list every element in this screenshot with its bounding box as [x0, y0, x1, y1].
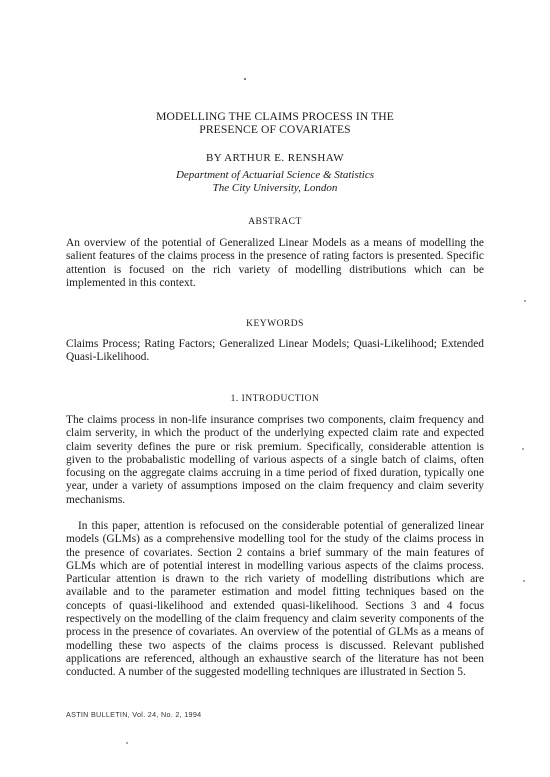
scan-speck	[126, 742, 128, 744]
intro-paragraph-1: The claims process in non-life insurance comprises two components, claim frequency and claim serverity, in which the product of the underlying expected claim rate and expected claim severity defines the pure or risk premium. Specifically, considerable attention is given to the probabalistic modelling of various aspects of a single batch of claims, often focusing on the aggregate claims accruing in a time period of fixed duration, typically one year, under a variety of assumptions imposed on the claim frequency and claim severity mechanisms.	[66, 414, 484, 506]
scan-speck	[522, 448, 524, 450]
title-line-2: PRESENCE OF COVARIATES	[199, 123, 351, 136]
affiliation	[0, 169, 550, 195]
intro-paragraph-2: In this paper, attention is refocused on the considerable potential of generalized linear models (GLMs) as a comprehensive modelling tool for the study of the claims process in the presence of covariates. Section 2 contains a brief summary of the main features of GLMs which are of potential interest in modelling various aspects of the claims process. Particular attention is drawn to the rich variety of modelling distributions which are available and to the parameter estimation and model fitting techniques based on the concepts of quasi-likelihood and extended quasi-likelihood. Sections 3 and 4 focus respectively on the modelling of the claim frequency and claim severity components of the process in the presence of covariates. An overview of the potential of GLMs as a means of modelling these two aspects of the claims process is discussed. Relevant published applications are referenced, although an exhaustive search of the literature has not been conducted. A number of the suggested modelling techniques are illustrated in Section 5.	[66, 520, 484, 679]
keywords-text: Claims Process; Rating Factors; Generalized Linear Models; Quasi-Likelihood; Extended Quasi-Likelihood.	[66, 338, 484, 364]
scan-speck	[524, 300, 526, 302]
abstract-heading: ABSTRACT	[248, 217, 302, 227]
affiliation-line-2: The City University, London	[212, 182, 338, 194]
paper-title	[0, 110, 550, 136]
journal-footer: ASTIN BULLETIN, Vol. 24, No. 2, 1994	[66, 710, 202, 719]
scan-speck	[523, 580, 525, 582]
abstract-text: An overview of the potential of Generalized Linear Models as a means of modelling the salient features of the claims process in the presence of rating factors is presented. Specific attention is focused on the rich variety of modelling distributions which can be implemented in this context.	[66, 237, 484, 289]
keywords-heading: KEYWORDS	[246, 319, 304, 329]
title-line-1: MODELLING THE CLAIMS PROCESS IN THE	[156, 110, 394, 123]
author-line: BY ARTHUR E. RENSHAW	[205, 152, 345, 164]
affiliation-line-1: Department of Actuarial Science & Statistics	[175, 169, 375, 181]
introduction-heading: 1. INTRODUCTION	[230, 394, 320, 404]
scan-speck	[244, 78, 246, 80]
